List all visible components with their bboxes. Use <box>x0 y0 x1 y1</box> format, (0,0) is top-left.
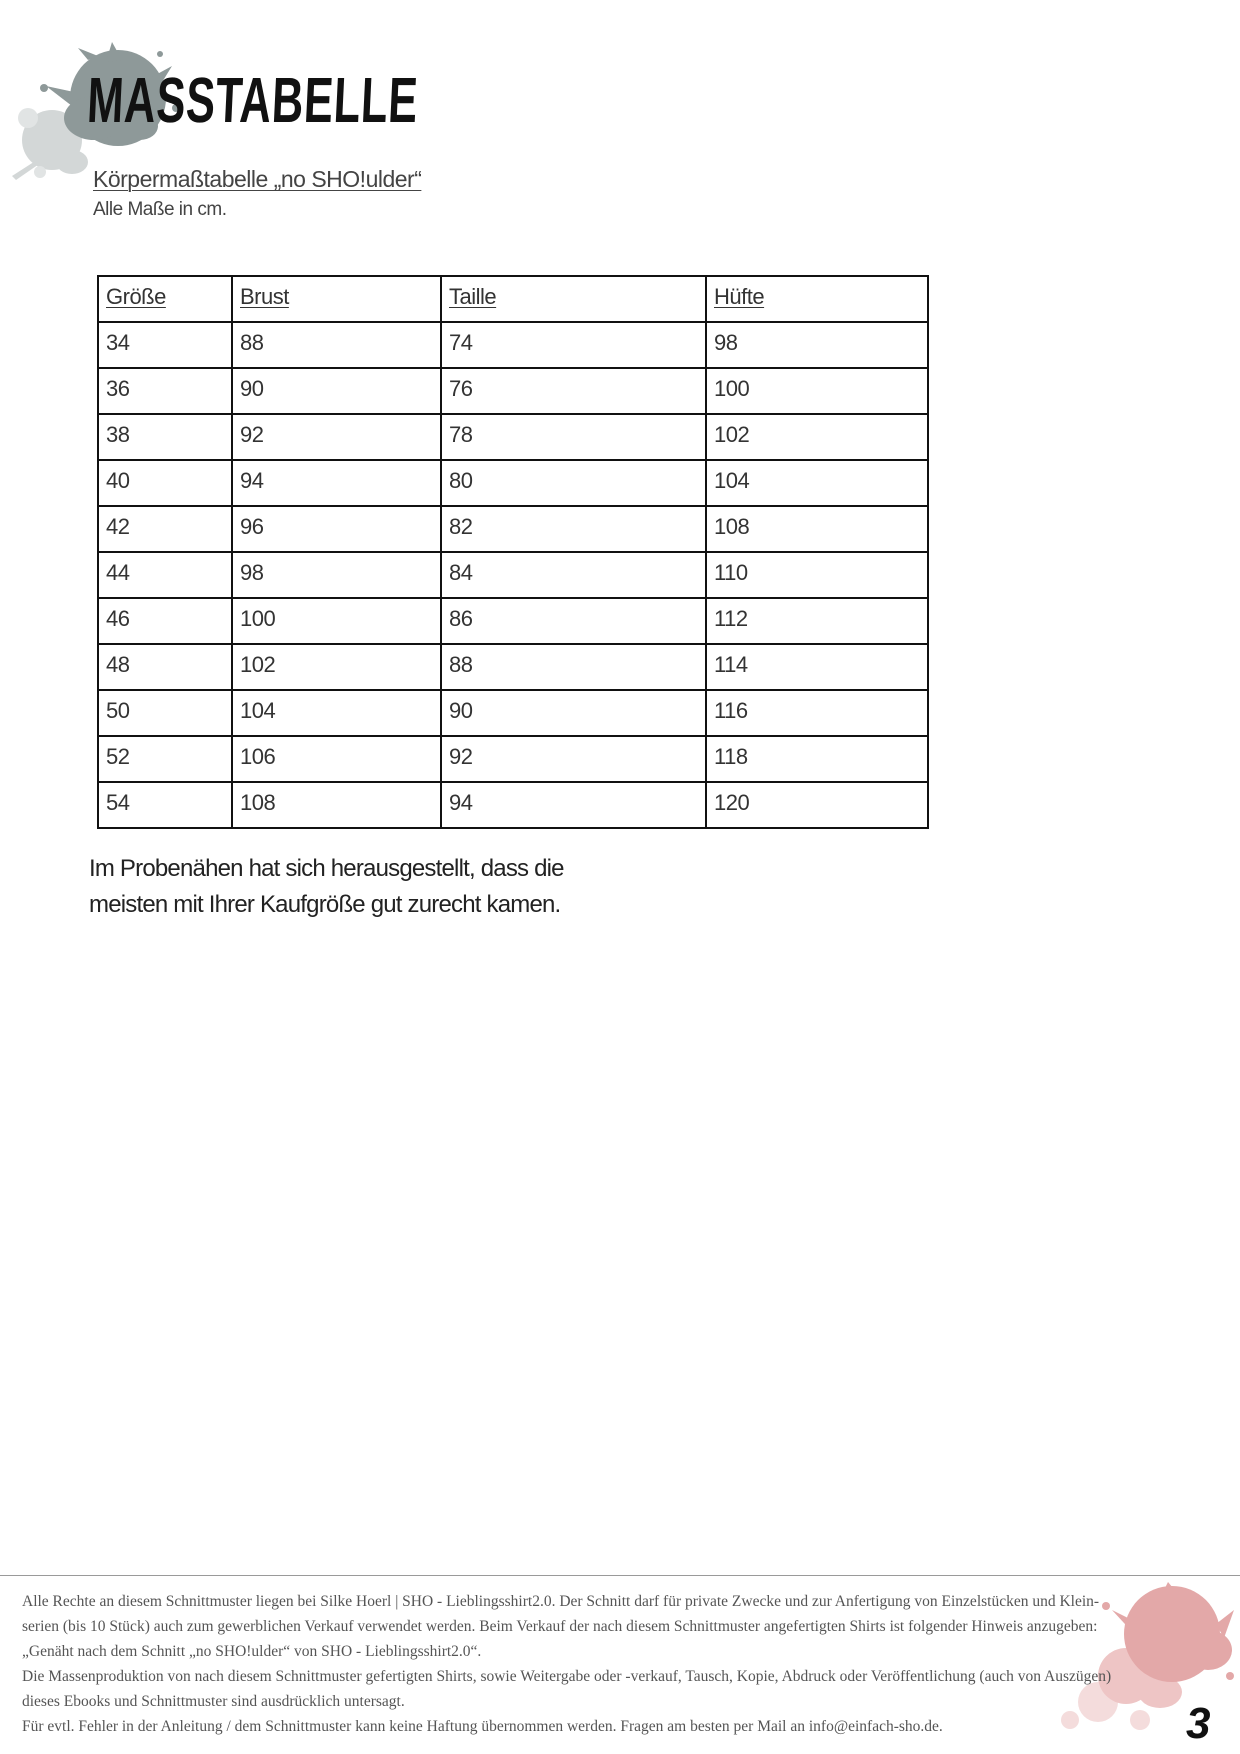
cell-hip: 104 <box>706 460 928 506</box>
column-header-label: Brust <box>240 284 289 309</box>
cell-hip: 120 <box>706 782 928 828</box>
cell-waist: 76 <box>441 368 706 414</box>
copyright-footer <box>22 1589 1111 1739</box>
cell-hip: 100 <box>706 368 928 414</box>
cell-chest: 108 <box>232 782 441 828</box>
cell-size: 38 <box>98 414 232 460</box>
fit-note-paragraph <box>89 851 564 923</box>
table-header-row <box>98 276 928 322</box>
cell-hip: 110 <box>706 552 928 598</box>
cell-chest: 100 <box>232 598 441 644</box>
page-title: MASSTABELLE <box>85 64 420 136</box>
footer-line: „Genäht nach dem Schnitt „no SHO!ulder“ von SHO - Lieblingsshirt2.0“. <box>22 1643 482 1660</box>
cell-hip: 108 <box>706 506 928 552</box>
footer-divider <box>0 1575 1240 1576</box>
cell-chest: 106 <box>232 736 441 782</box>
cell-waist: 84 <box>441 552 706 598</box>
cell-waist: 92 <box>441 736 706 782</box>
table-heading: Körpermaßtabelle „no SHO!ulder“ <box>93 166 422 192</box>
cell-chest: 102 <box>232 644 441 690</box>
cell-waist: 74 <box>441 322 706 368</box>
cell-hip: 112 <box>706 598 928 644</box>
table-row <box>98 690 928 736</box>
cell-size: 40 <box>98 460 232 506</box>
cell-chest: 92 <box>232 414 441 460</box>
cell-size: 34 <box>98 322 232 368</box>
size-table <box>97 275 929 829</box>
cell-chest: 96 <box>232 506 441 552</box>
cell-hip: 114 <box>706 644 928 690</box>
table-row <box>98 322 928 368</box>
cell-waist: 90 <box>441 690 706 736</box>
footer-line: Für evtl. Fehler in der Anleitung / dem Schnittmuster kann keine Haftung übernommen werden. Fragen am besten per Mail an info@einfach-sho.de. <box>22 1718 943 1735</box>
cell-waist: 86 <box>441 598 706 644</box>
cell-chest: 104 <box>232 690 441 736</box>
cell-size: 36 <box>98 368 232 414</box>
paragraph-line: meisten mit Ihrer Kaufgröße gut zurecht kamen. <box>89 891 561 918</box>
cell-size: 42 <box>98 506 232 552</box>
cell-size: 50 <box>98 690 232 736</box>
column-header-label: Größe <box>106 284 166 309</box>
column-header-label: Taille <box>449 284 497 309</box>
footer-line: Alle Rechte an diesem Schnittmuster liegen bei Silke Hoerl | SHO - Lieblingsshirt2.0. Der Schnitt darf für private Zwecke und zur Anfertigung von Einzelstücken und Klein- <box>22 1593 1100 1610</box>
cell-waist: 80 <box>441 460 706 506</box>
cell-waist: 94 <box>441 782 706 828</box>
table-row <box>98 736 928 782</box>
cell-waist: 78 <box>441 414 706 460</box>
cell-chest: 88 <box>232 322 441 368</box>
table-row <box>98 644 928 690</box>
column-header-hip <box>706 276 928 322</box>
table-row <box>98 506 928 552</box>
cell-size: 52 <box>98 736 232 782</box>
footer-line: dieses Ebooks und Schnittmuster sind ausdrücklich untersagt. <box>22 1693 405 1710</box>
table-row <box>98 368 928 414</box>
table-row <box>98 782 928 828</box>
footer-line: serien (bis 10 Stück) auch zum gewerblichen Verkauf verwendet werden. Beim Verkauf der nach diesem Schnittmuster angefertigten Shirts ist folgender Hinweis anzugeben: <box>22 1618 1098 1635</box>
cell-hip: 102 <box>706 414 928 460</box>
cell-chest: 90 <box>232 368 441 414</box>
size-table-head <box>98 276 928 322</box>
units-note: Alle Maße in cm. <box>93 199 227 220</box>
cell-hip: 98 <box>706 322 928 368</box>
table-row <box>98 460 928 506</box>
page-number: 3 <box>1186 1699 1211 1748</box>
cell-size: 46 <box>98 598 232 644</box>
cell-size: 54 <box>98 782 232 828</box>
cell-hip: 118 <box>706 736 928 782</box>
table-row <box>98 598 928 644</box>
cell-chest: 98 <box>232 552 441 598</box>
cell-hip: 116 <box>706 690 928 736</box>
column-header-label: Hüfte <box>714 284 765 309</box>
paragraph-line: Im Probenähen hat sich herausgestellt, dass die <box>89 855 564 882</box>
column-header-waist <box>441 276 706 322</box>
cell-chest: 94 <box>232 460 441 506</box>
cell-size: 48 <box>98 644 232 690</box>
size-table-body <box>98 322 928 828</box>
table-row <box>98 552 928 598</box>
table-row <box>98 414 928 460</box>
column-header-size <box>98 276 232 322</box>
cell-size: 44 <box>98 552 232 598</box>
footer-line: Die Massenproduktion von nach diesem Schnittmuster gefertigten Shirts, sowie Weitergabe oder -verkauf, Tausch, Kopie, Abdruck oder Veröffentlichung (auch von Auszügen) <box>22 1668 1112 1685</box>
cell-waist: 82 <box>441 506 706 552</box>
cell-waist: 88 <box>441 644 706 690</box>
column-header-chest <box>232 276 441 322</box>
